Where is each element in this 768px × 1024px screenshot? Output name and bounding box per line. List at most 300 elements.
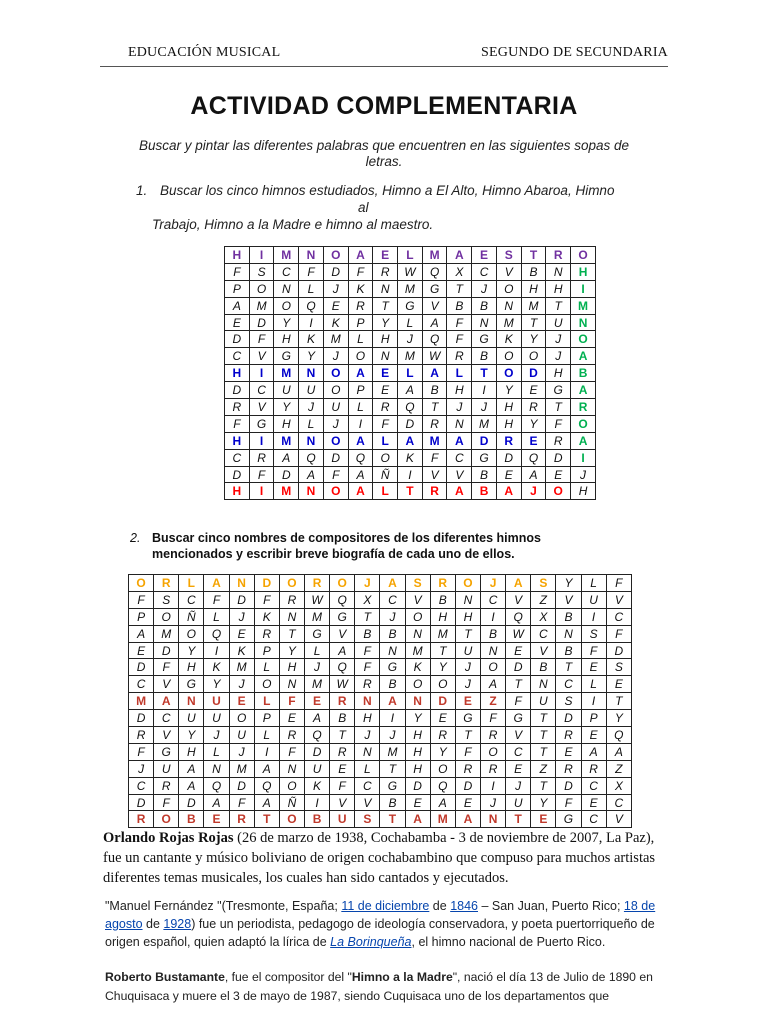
grid-cell: N [405, 625, 430, 642]
grid-cell: A [447, 432, 472, 449]
grid-cell: R [279, 591, 304, 608]
grid-cell: H [279, 659, 304, 676]
grid-cell: C [480, 591, 505, 608]
grid-cell: E [229, 693, 254, 710]
grid-cell: B [556, 642, 581, 659]
grid-cell: H [521, 280, 546, 297]
grid-cell: K [405, 659, 430, 676]
grid-cell: Z [531, 591, 556, 608]
grid-cell: N [279, 608, 304, 625]
grid-cell: E [373, 247, 398, 264]
grid-cell: N [355, 743, 380, 760]
grid-row [225, 314, 596, 331]
grid-cell: A [422, 314, 447, 331]
grid-cell: Q [254, 777, 279, 794]
grid-cell: T [330, 727, 355, 744]
grid-cell: G [422, 280, 447, 297]
grid-cell: Q [506, 608, 531, 625]
grid-cell: M [472, 415, 497, 432]
grid-cell: H [496, 399, 521, 416]
grid-cell: D [129, 794, 154, 811]
grid-cell: E [304, 693, 329, 710]
grid-cell: D [179, 794, 204, 811]
grid-cell: M [304, 608, 329, 625]
grid-cell: Q [299, 449, 324, 466]
grid-cell: F [129, 591, 154, 608]
grid-cell: R [556, 727, 581, 744]
grid-cell: Y [299, 348, 324, 365]
grid-cell: O [323, 483, 348, 500]
grid-cell: O [430, 760, 455, 777]
grid-cell: T [380, 811, 405, 828]
grid-cell: L [204, 608, 229, 625]
grid-cell: O [254, 676, 279, 693]
grid-cell: R [279, 727, 304, 744]
grid-cell: N [472, 314, 497, 331]
grid-cell: F [279, 743, 304, 760]
grid-cell: F [154, 659, 179, 676]
grid-cell: O [279, 811, 304, 828]
grid-cell: T [556, 659, 581, 676]
grid-cell: C [129, 777, 154, 794]
grid-cell: H [546, 365, 571, 382]
grid-cell: H [225, 483, 250, 500]
grid-cell: V [556, 591, 581, 608]
grid-cell: Q [299, 297, 324, 314]
grid-row [129, 760, 632, 777]
grid-cell: M [521, 297, 546, 314]
grid-cell: O [480, 743, 505, 760]
grid-cell: U [179, 710, 204, 727]
grid-cell: T [455, 727, 480, 744]
bio-manuel-text-1: "Manuel Fernández "(Tresmonte, España; [105, 899, 342, 913]
grid-cell: W [506, 625, 531, 642]
grid-cell: M [323, 331, 348, 348]
grid-row [225, 263, 596, 280]
grid-cell: H [274, 415, 299, 432]
grid-cell: R [129, 811, 154, 828]
grid-row [225, 415, 596, 432]
grid-cell: Y [274, 399, 299, 416]
grid-cell: D [556, 710, 581, 727]
grid-cell: N [229, 575, 254, 592]
grid-cell: R [455, 760, 480, 777]
question-1-line-3: Trabajo, Himno a la Madre e himno al maestro. [152, 217, 434, 232]
grid-cell: M [304, 676, 329, 693]
grid-cell: R [447, 348, 472, 365]
grid-cell: R [129, 727, 154, 744]
grid-cell: R [154, 575, 179, 592]
grid-cell: J [480, 794, 505, 811]
grid-cell: B [380, 794, 405, 811]
grid-cell: Y [430, 659, 455, 676]
grid-cell: M [398, 348, 423, 365]
grid-cell: O [249, 280, 274, 297]
grid-cell: A [606, 743, 631, 760]
grid-cell: C [179, 591, 204, 608]
grid-cell: S [355, 811, 380, 828]
grid-cell: E [455, 794, 480, 811]
grid-cell: D [398, 415, 423, 432]
grid-cell: X [355, 591, 380, 608]
grid-cell: K [323, 314, 348, 331]
grid-cell: R [496, 432, 521, 449]
grid-cell: C [606, 608, 631, 625]
grid-cell: R [422, 483, 447, 500]
grid-cell: A [506, 575, 531, 592]
grid-cell: A [405, 811, 430, 828]
grid-row [129, 608, 632, 625]
grid-cell: O [571, 331, 596, 348]
header-subject: EDUCACIÓN MUSICAL [128, 45, 281, 60]
grid-cell: T [546, 297, 571, 314]
grid-cell: T [531, 727, 556, 744]
link-1928[interactable]: 1928 [163, 917, 192, 931]
grid-cell: F [254, 591, 279, 608]
grid-cell: L [398, 314, 423, 331]
grid-cell: A [330, 642, 355, 659]
grid-cell: J [455, 676, 480, 693]
grid-cell: F [225, 415, 250, 432]
grid-cell: D [249, 314, 274, 331]
grid-cell: I [380, 710, 405, 727]
grid-cell: L [398, 365, 423, 382]
grid-cell: A [179, 760, 204, 777]
grid-cell: O [373, 449, 398, 466]
grid-cell: M [422, 247, 447, 264]
grid-cell: B [472, 466, 497, 483]
grid-cell: A [380, 693, 405, 710]
grid-cell: M [430, 811, 455, 828]
grid-cell: C [129, 676, 154, 693]
grid-cell: A [480, 676, 505, 693]
grid-cell: L [299, 415, 324, 432]
grid-cell: L [373, 432, 398, 449]
grid-cell: V [422, 297, 447, 314]
grid-cell: A [581, 743, 606, 760]
grid-cell: R [373, 263, 398, 280]
grid-cell: O [274, 297, 299, 314]
grid-cell: D [496, 449, 521, 466]
grid-cell: D [154, 642, 179, 659]
grid-cell: H [455, 608, 480, 625]
grid-cell: C [355, 777, 380, 794]
grid-cell: J [455, 659, 480, 676]
grid-cell: C [225, 449, 250, 466]
grid-cell: F [154, 794, 179, 811]
grid-cell: B [380, 625, 405, 642]
grid-row [129, 743, 632, 760]
grid-cell: Y [556, 575, 581, 592]
bio-roberto-name: Roberto Bustamante [105, 970, 225, 984]
grid-cell: Q [348, 449, 373, 466]
grid-cell: E [531, 811, 556, 828]
grid-cell: A [380, 575, 405, 592]
grid-cell: E [330, 760, 355, 777]
grid-cell: N [480, 642, 505, 659]
grid-cell: A [521, 466, 546, 483]
grid-cell: D [556, 777, 581, 794]
grid-cell: L [254, 693, 279, 710]
grid-row [225, 297, 596, 314]
grid-cell: O [154, 811, 179, 828]
grid-cell: E [506, 760, 531, 777]
grid-cell: B [430, 591, 455, 608]
grid-cell: O [496, 365, 521, 382]
grid-cell: A [496, 483, 521, 500]
grid-cell: O [154, 608, 179, 625]
grid-cell: M [274, 432, 299, 449]
grid-cell: K [204, 659, 229, 676]
grid-cell: A [304, 710, 329, 727]
grid-cell: R [348, 297, 373, 314]
grid-cell: T [447, 280, 472, 297]
grid-cell: W [330, 676, 355, 693]
question-1-number: 1. [136, 183, 148, 198]
grid-cell: O [279, 575, 304, 592]
grid-cell: H [355, 710, 380, 727]
grid-cell: D [472, 432, 497, 449]
grid-cell: S [556, 693, 581, 710]
grid-cell: T [422, 399, 447, 416]
grid-cell: N [496, 297, 521, 314]
grid-cell: H [274, 331, 299, 348]
grid-cell: B [480, 625, 505, 642]
grid-row [129, 591, 632, 608]
grid-cell: I [249, 247, 274, 264]
grid-cell: J [229, 608, 254, 625]
grid-cell: T [380, 760, 405, 777]
grid-cell: E [430, 710, 455, 727]
grid-cell: O [405, 676, 430, 693]
grid-cell: A [299, 466, 324, 483]
grid-cell: E [373, 365, 398, 382]
grid-cell: B [472, 348, 497, 365]
grid-cell: L [299, 280, 324, 297]
grid-row [225, 466, 596, 483]
grid-cell: Z [531, 760, 556, 777]
grid-cell: I [398, 466, 423, 483]
grid-cell: B [447, 297, 472, 314]
grid-cell: G [455, 710, 480, 727]
grid-cell: V [606, 591, 631, 608]
grid-cell: N [279, 760, 304, 777]
grid-cell: J [380, 608, 405, 625]
grid-cell: R [355, 676, 380, 693]
grid-cell: J [546, 331, 571, 348]
grid-cell: D [405, 777, 430, 794]
grid-row [225, 280, 596, 297]
grid-cell: A [447, 247, 472, 264]
grid-cell: M [229, 659, 254, 676]
grid-cell: H [225, 247, 250, 264]
header-grade: SEGUNDO DE SECUNDARIA [481, 45, 668, 60]
grid-cell: L [254, 727, 279, 744]
grid-cell: V [606, 811, 631, 828]
grid-cell: F [373, 415, 398, 432]
grid-cell: V [506, 727, 531, 744]
grid-cell: R [373, 399, 398, 416]
grid-cell: G [472, 449, 497, 466]
grid-cell: B [422, 382, 447, 399]
grid-cell: T [279, 625, 304, 642]
grid-cell: W [304, 591, 329, 608]
grid-cell: L [348, 331, 373, 348]
grid-cell: J [355, 727, 380, 744]
word-search-hymns [224, 246, 596, 500]
grid-cell: U [323, 399, 348, 416]
grid-cell: A [348, 466, 373, 483]
link-11-diciembre[interactable]: 11 de diciembre [341, 899, 430, 913]
grid-cell: X [606, 777, 631, 794]
grid-cell: F [229, 794, 254, 811]
grid-cell: P [348, 382, 373, 399]
grid-cell: K [398, 449, 423, 466]
grid-cell: G [249, 415, 274, 432]
grid-cell: Q [330, 591, 355, 608]
grid-cell: O [229, 710, 254, 727]
grid-cell: F [129, 743, 154, 760]
grid-cell: I [249, 432, 274, 449]
grid-cell: Y [496, 382, 521, 399]
grid-cell: T [355, 608, 380, 625]
grid-cell: A [254, 794, 279, 811]
grid-cell: R [430, 575, 455, 592]
grid-cell: I [348, 415, 373, 432]
word-search-composers [128, 574, 632, 828]
bio-roberto-text-2: ", nació el día 13 de Julio de 1890 en Chuquisaca y muere el 3 de mayo de 1987, siendo Cuquisaca uno de los departamentos que [105, 970, 653, 1003]
grid-cell: E [472, 247, 497, 264]
grid-cell: R [225, 399, 250, 416]
grid-cell: S [496, 247, 521, 264]
grid-cell: U [204, 710, 229, 727]
grid-cell: T [521, 247, 546, 264]
grid-cell: U [455, 642, 480, 659]
grid-cell: N [455, 591, 480, 608]
grid-cell: T [506, 676, 531, 693]
grid-cell: F [348, 263, 373, 280]
grid-cell: T [373, 297, 398, 314]
link-18-agosto[interactable]: 18 de agosto [105, 899, 656, 931]
grid-cell: L [398, 247, 423, 264]
grid-cell: A [154, 693, 179, 710]
grid-cell: M [129, 693, 154, 710]
link-1846[interactable]: 1846 [450, 899, 478, 913]
grid-cell: M [398, 280, 423, 297]
bio-roberto-text-1: , fue el compositor del " [224, 970, 352, 984]
grid-cell: M [249, 297, 274, 314]
grid-cell: R [571, 399, 596, 416]
grid-cell: E [225, 314, 250, 331]
grid-cell: E [279, 710, 304, 727]
grid-cell: R [556, 760, 581, 777]
grid-cell: N [380, 642, 405, 659]
grid-cell: U [546, 314, 571, 331]
grid-cell: E [405, 794, 430, 811]
grid-cell: M [229, 760, 254, 777]
grid-cell: D [254, 575, 279, 592]
grid-cell: L [447, 365, 472, 382]
grid-cell: N [571, 314, 596, 331]
grid-cell: U [274, 382, 299, 399]
grid-cell: T [455, 625, 480, 642]
grid-cell: F [355, 642, 380, 659]
grid-cell: P [254, 710, 279, 727]
grid-cell: D [229, 777, 254, 794]
grid-cell: U [330, 811, 355, 828]
bio-manuel-text-2: de [429, 899, 451, 913]
bio-manuel-text-4: de [142, 917, 164, 931]
grid-row [129, 710, 632, 727]
grid-cell: M [422, 432, 447, 449]
grid-cell: N [405, 693, 430, 710]
grid-cell: Q [330, 659, 355, 676]
grid-cell: Y [521, 331, 546, 348]
grid-row [225, 348, 596, 365]
grid-row [129, 575, 632, 592]
grid-row [129, 693, 632, 710]
grid-cell: C [472, 263, 497, 280]
bio-orlando-text: (26 de marzo de 1938, Cochabamba - 3 de noviembre de 2007, La Paz), fue un cantante y músico boliviano de origen cochabambino que compuso para muchos artistas diferentes temas musicales, los cuales han sido cantados y ejecutados. [103, 830, 656, 886]
grid-cell: L [254, 659, 279, 676]
grid-cell: D [129, 710, 154, 727]
bio-roberto-hymn: Himno a la Madre [351, 970, 453, 984]
grid-cell: F [299, 263, 324, 280]
grid-cell: S [154, 591, 179, 608]
grid-cell: P [348, 314, 373, 331]
grid-cell: R [430, 727, 455, 744]
grid-cell: T [521, 314, 546, 331]
grid-cell: G [274, 348, 299, 365]
grid-cell: O [496, 348, 521, 365]
grid-cell: M [154, 625, 179, 642]
bio-orlando-rojas [103, 828, 673, 888]
grid-cell: G [179, 676, 204, 693]
grid-cell: Y [279, 642, 304, 659]
grid-cell: B [179, 811, 204, 828]
grid-cell: J [571, 466, 596, 483]
grid-cell: T [430, 642, 455, 659]
grid-cell: O [546, 483, 571, 500]
grid-cell: N [546, 263, 571, 280]
grid-cell: C [556, 676, 581, 693]
grid-cell: C [249, 382, 274, 399]
grid-cell: B [556, 608, 581, 625]
grid-cell: D [129, 659, 154, 676]
grid-cell: A [129, 625, 154, 642]
link-la-borinquena[interactable]: La Borinqueña [330, 935, 412, 949]
grid-row [225, 432, 596, 449]
bio-manuel-text-6: , el himno nacional de Puerto Rico. [411, 935, 606, 949]
grid-cell: E [521, 432, 546, 449]
grid-cell: O [279, 777, 304, 794]
grid-cell: P [254, 642, 279, 659]
grid-cell: T [531, 710, 556, 727]
grid-cell: K [304, 777, 329, 794]
bio-manuel-text-5: ) fue un periodista, pedagogo de ideología conservadora, y poeta puertorriqueño de origen español, quien adaptó la lírica de [105, 917, 655, 949]
grid-cell: A [422, 365, 447, 382]
grid-cell: O [571, 415, 596, 432]
grid-cell: H [405, 727, 430, 744]
grid-cell: N [447, 415, 472, 432]
grid-cell: C [531, 625, 556, 642]
grid-cell: V [506, 591, 531, 608]
grid-cell: V [154, 727, 179, 744]
grid-cell: R [304, 575, 329, 592]
grid-cell: Y [405, 710, 430, 727]
grid-cell: H [373, 331, 398, 348]
grid-row [225, 382, 596, 399]
